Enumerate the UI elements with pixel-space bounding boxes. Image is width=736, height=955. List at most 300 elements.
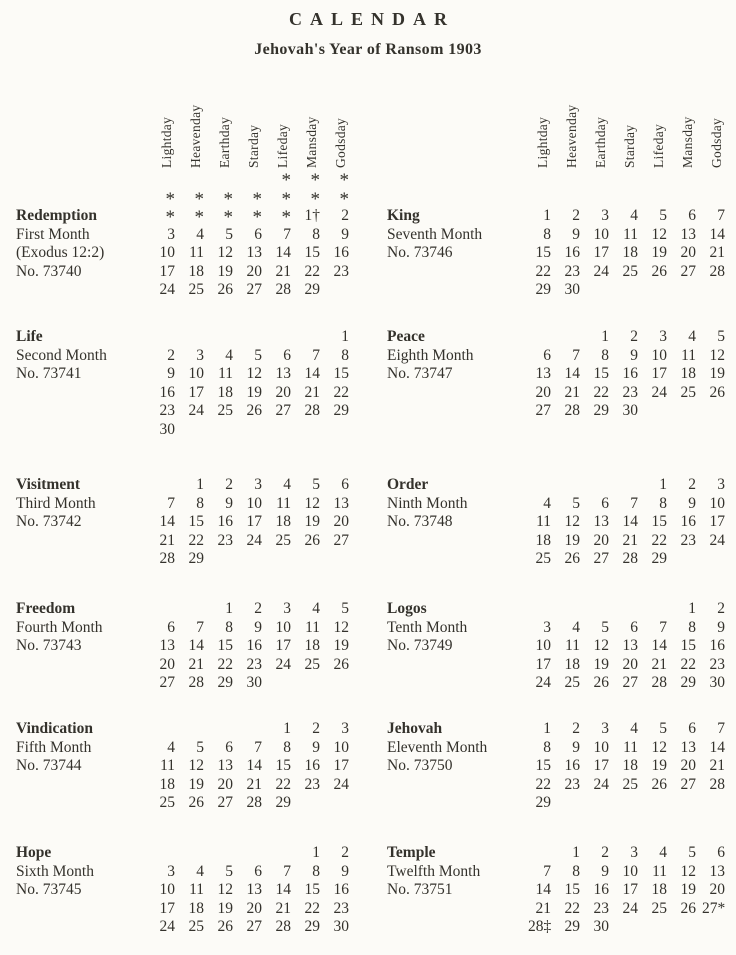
day-cell: 28 [564,402,580,419]
day-cell: 22 [535,262,551,280]
day-cell: 12 [304,494,320,512]
day-cell: 15 [680,637,696,654]
day-cell: 3 [283,600,291,617]
day-cell [326,550,355,569]
day-cell: 12 [188,757,204,774]
month-ordinal: Fifth Month [16,738,92,756]
month-grid [152,600,355,693]
day-cell: 7 [283,225,291,243]
day-cell: 24 [535,674,551,691]
day-cell: 17 [535,655,551,673]
day-cell: 28 [275,281,291,298]
day-cell: 18 [680,365,696,382]
day-cell: 2 [225,476,233,493]
month-name: Visitment [16,476,80,493]
day-cell: 22 [188,531,204,549]
day-cell: 7 [312,346,320,364]
day-cell: 11 [565,637,580,654]
day-cell: 27 [535,402,551,419]
day-cell: 14 [188,637,204,654]
day-cell: 3 [601,720,609,737]
month-grid [528,476,731,569]
day-cell [239,720,268,739]
day-cell: 1 [688,600,696,617]
month-number: No. 73748 [387,513,453,530]
day-cell: 28 [709,262,725,280]
day-cell: 25 [188,281,204,298]
day-cell: 18 [622,244,638,261]
day-cell [557,328,586,347]
day-cell: 6 [341,476,349,493]
day-cell: 20 [593,531,609,549]
day-cell: 12 [333,618,349,636]
month-label [387,207,528,263]
day-cell [586,794,615,813]
day-cell: 23 [564,262,580,280]
day-cell: 16 [333,244,349,261]
day-cell: 12 [217,881,233,898]
day-cell: 9 [167,365,175,382]
day-cell [326,281,355,300]
day-cell: 12 [651,738,667,756]
day-cell [326,674,355,693]
month-block-vindication [16,720,355,813]
day-cell: 8 [312,862,320,880]
day-cell: 7 [254,738,262,756]
day-cell: 23 [246,655,262,673]
day-cell: 9 [225,494,233,512]
day-cell [152,170,181,189]
day-cell: 13 [246,881,262,898]
day-cell: 25 [535,550,551,567]
day-cell: 25 [159,794,175,811]
day-cell: 29 [535,281,551,298]
day-cell: 11 [160,757,175,774]
day-cell: 21 [275,899,291,917]
day-cell: 1 [283,720,291,737]
day-cell: 8 [543,738,551,756]
day-cell: 22 [564,899,580,917]
day-cell: * [339,188,349,210]
day-cell: 14 [275,244,291,261]
day-cell [268,328,297,347]
day-cell: 4 [688,328,696,345]
day-cell: 7 [572,346,580,364]
day-cell: 6 [283,346,291,364]
day-cell: 13 [709,862,725,880]
weekday-label: Heavenday [564,104,579,168]
day-cell: 12 [217,244,233,261]
day-cell: 17 [159,262,175,280]
day-cell: 13 [593,513,609,530]
day-cell: 11 [623,225,638,243]
day-cell [586,476,615,495]
day-cell: 17 [246,513,262,530]
day-cell: 23 [159,402,175,419]
day-cell: 21 [188,655,204,673]
day-cell: 22 [333,383,349,401]
weekday-label: Starday [246,124,261,168]
day-cell [181,844,210,863]
day-cell: 15 [593,365,609,382]
weekday-label: Mansday [680,116,695,168]
day-cell: 9 [688,494,696,512]
day-cell: * [194,188,204,210]
month-label [16,476,152,532]
month-label [16,720,152,776]
month-name: Order [387,476,429,493]
day-cell: 21 [159,531,175,549]
day-cell [673,794,702,813]
day-cell: * [223,207,233,228]
day-cell: 6 [254,862,262,880]
day-cell: 27 [217,794,233,811]
day-cell: 23 [564,775,580,793]
day-cell: 18 [622,757,638,774]
day-cell [586,600,615,619]
day-cell: 1 [543,207,551,224]
month-block-order [387,476,731,569]
day-cell: 4 [630,720,638,737]
day-cell [268,674,297,693]
day-cell [702,402,731,421]
day-cell [557,600,586,619]
day-cell: 13 [217,757,233,774]
day-cell: 16 [564,244,580,261]
day-cell: 13 [680,225,696,243]
day-cell [210,421,239,440]
day-cell: 16 [593,881,609,898]
day-cell: 2 [572,207,580,224]
day-cell [210,720,239,739]
month-grid [152,170,355,300]
day-cell [239,844,268,863]
month-grid [528,720,731,813]
day-cell: 8 [283,738,291,756]
day-cell [297,674,326,693]
day-cell: 10 [622,862,638,880]
day-cell: 1 [543,720,551,737]
day-cell: 26 [188,794,204,811]
day-cell: * [165,188,175,210]
day-cell: 21 [246,775,262,793]
day-cell: 21 [709,244,725,261]
day-cell: 26 [246,402,262,419]
day-cell: 8 [688,618,696,636]
weekday-label: Earthday [217,116,232,168]
day-cell: 5 [312,476,320,493]
day-cell: 12 [564,513,580,530]
day-cell: 17 [709,513,725,530]
day-cell: 28‡ [528,918,552,935]
day-cell [152,844,181,863]
month-label [387,328,528,384]
day-cell: 15 [535,244,551,261]
day-cell: 16 [246,637,262,654]
day-cell: 30 [246,674,262,691]
day-cell: 18 [304,637,320,654]
day-cell [297,421,326,440]
day-cell [586,281,615,300]
day-cell: 19 [709,365,725,382]
day-cell: 2 [312,720,320,737]
day-cell: 16 [159,383,175,401]
day-cell: 28 [622,550,638,567]
month-number: No. 73743 [16,637,82,654]
month-grid [152,476,355,569]
day-cell: 26 [709,383,725,401]
day-cell: 17 [275,637,291,654]
day-cell: 5 [659,207,667,224]
day-cell: * [223,188,233,210]
day-cell [181,170,210,189]
day-cell: 4 [312,600,320,617]
weekday-header-left [152,74,355,168]
month-number: No. 73747 [387,365,453,382]
month-name: Vindication [16,720,93,737]
day-cell: 9 [341,225,349,243]
day-cell: 8 [572,862,580,880]
weekday-label: Godsday [709,117,724,168]
day-cell: 22 [304,899,320,917]
day-cell: 19 [304,513,320,530]
day-cell: 16 [709,637,725,654]
day-cell [152,476,181,495]
day-cell: 12 [593,637,609,654]
day-cell: 29 [304,918,320,935]
month-ordinal: Sixth Month [16,862,94,880]
day-cell: 16 [564,757,580,774]
weekday-label: Starday [622,124,637,168]
day-cell: 18 [564,655,580,673]
day-cell: 29 [651,550,667,567]
day-cell: 12 [651,225,667,243]
day-cell: * [310,188,320,210]
day-cell: 1 [312,844,320,861]
day-cell: 25 [622,262,638,280]
weekday-label: Earthday [593,116,608,168]
day-cell [297,550,326,569]
day-cell: 19 [564,531,580,549]
day-cell: 3 [167,225,175,243]
day-cell: 12 [680,862,696,880]
day-cell: 1 [196,476,204,493]
day-cell [615,918,644,937]
day-cell: 16 [622,365,638,382]
month-label [16,600,152,656]
day-cell: 15 [333,365,349,382]
day-cell [557,476,586,495]
day-cell [152,600,181,619]
day-cell: 28 [246,794,262,811]
month-block-king [387,207,731,300]
day-cell: 19 [680,881,696,898]
day-cell: 25 [275,531,291,549]
page-subtitle: Jehovah's Year of Ransom 1903 [254,41,482,58]
day-cell: 27 [680,262,696,280]
month-ordinal: Ninth Month [387,494,468,512]
day-cell: 30 [333,918,349,935]
day-cell: 25 [564,674,580,691]
day-cell: 9 [312,738,320,756]
day-cell: 2 [572,720,580,737]
day-cell: 26 [217,281,233,298]
month-name: Hope [16,844,52,861]
day-cell: 5 [601,618,609,636]
day-cell: 23 [709,655,725,673]
day-cell: 6 [167,618,175,636]
day-cell: 4 [543,494,551,512]
day-cell: 17 [651,365,667,382]
month-block-jehovah [387,720,731,813]
day-cell: 2 [167,346,175,364]
day-cell: 1 [659,476,667,493]
day-cell [297,794,326,813]
day-cell: 26 [651,262,667,280]
day-cell: 10 [593,738,609,756]
day-cell: 11 [681,346,696,364]
day-cell: 12 [709,346,725,364]
day-cell [644,918,673,937]
month-ordinal: Second Month [16,346,107,364]
day-cell: 28 [275,918,291,935]
day-cell [615,794,644,813]
weekday-header-right [528,74,731,168]
day-cell [673,550,702,569]
day-cell: 10 [333,738,349,756]
day-cell: 7 [283,862,291,880]
day-cell [615,281,644,300]
day-cell: 5 [225,862,233,880]
weekday-label: Heavenday [188,104,203,168]
month-number: No. 73740 [16,262,82,280]
day-cell: 7 [630,494,638,512]
day-cell: 18 [188,899,204,917]
day-cell: 23 [680,531,696,549]
day-cell: 26 [217,918,233,935]
day-cell: 1 [341,328,349,345]
day-cell: 17 [333,757,349,774]
month-ordinal: Eighth Month [387,346,474,364]
day-cell: 2 [630,328,638,345]
day-cell: 3 [196,346,204,364]
day-cell: 20 [680,244,696,261]
weekday-label: Lifeday [275,123,290,168]
month-name: Life [16,328,43,345]
day-cell: 3 [254,476,262,493]
day-cell: 30 [593,918,609,935]
day-cell: 26 [333,655,349,673]
day-cell: 19 [217,899,233,917]
day-cell [673,918,702,937]
day-cell: 6 [254,225,262,243]
day-cell: 28 [304,402,320,419]
day-cell: 22 [217,655,233,673]
day-cell: 9 [572,738,580,756]
day-cell: 16 [304,757,320,774]
day-cell: 6 [688,720,696,737]
day-cell: 18 [159,775,175,793]
day-cell: 30 [709,674,725,691]
day-cell: 19 [593,655,609,673]
day-cell: 22 [275,775,291,793]
day-cell: 7 [717,207,725,224]
month-number: No. 73745 [16,881,82,898]
day-cell: 21 [622,531,638,549]
day-cell: 29 [333,402,349,419]
day-cell [702,550,731,569]
day-cell: 5 [341,600,349,617]
day-cell [268,844,297,863]
day-cell [181,421,210,440]
day-cell: 20 [333,513,349,530]
month-ordinal: Twelfth Month [387,862,481,880]
weekday-label: Godsday [333,117,348,168]
day-cell: 2 [717,600,725,617]
day-cell: 14 [275,881,291,898]
day-cell [644,794,673,813]
day-cell: 18 [535,531,551,549]
day-cell: 24 [651,383,667,401]
day-cell [528,328,557,347]
day-cell: 7 [659,618,667,636]
day-cell: 3 [341,720,349,737]
day-cell [268,421,297,440]
month-ordinal: Seventh Month [387,225,483,243]
month-scripture-note: (Exodus 12:2) [16,244,105,261]
day-cell: 13 [159,637,175,654]
day-cell: * [252,207,262,228]
day-cell: 18 [217,383,233,401]
day-cell: 8 [225,618,233,636]
month-grid [152,844,355,937]
day-cell: 5 [572,494,580,512]
day-cell: 10 [275,618,291,636]
day-cell: 4 [630,207,638,224]
day-cell: 1 [572,844,580,861]
day-cell: 6 [601,494,609,512]
day-cell [673,281,702,300]
day-cell: 8 [312,225,320,243]
day-cell: 13 [622,637,638,654]
day-cell: 29 [593,402,609,419]
day-cell: 19 [188,775,204,793]
day-cell: 4 [283,476,291,493]
day-cell: 20 [246,899,262,917]
day-cell: 24 [246,531,262,549]
day-cell: 14 [535,881,551,898]
day-cell [673,402,702,421]
day-cell: 22 [593,383,609,401]
day-cell: 14 [709,225,725,243]
month-grid [528,600,731,693]
day-cell: 5 [196,738,204,756]
day-cell: 17 [159,899,175,917]
day-cell [152,720,181,739]
month-block-redemption [16,170,355,300]
day-cell: 10 [535,637,551,654]
weekday-label: Lightday [535,116,550,168]
day-cell: 28 [709,775,725,793]
day-cell: 28 [188,674,204,691]
day-cell: 16 [217,513,233,530]
day-cell: * [281,188,291,210]
day-cell: 14 [651,637,667,654]
day-cell [326,421,355,440]
day-cell: 9 [341,862,349,880]
day-cell: 11 [536,513,551,530]
month-ordinal: First Month [16,225,90,243]
